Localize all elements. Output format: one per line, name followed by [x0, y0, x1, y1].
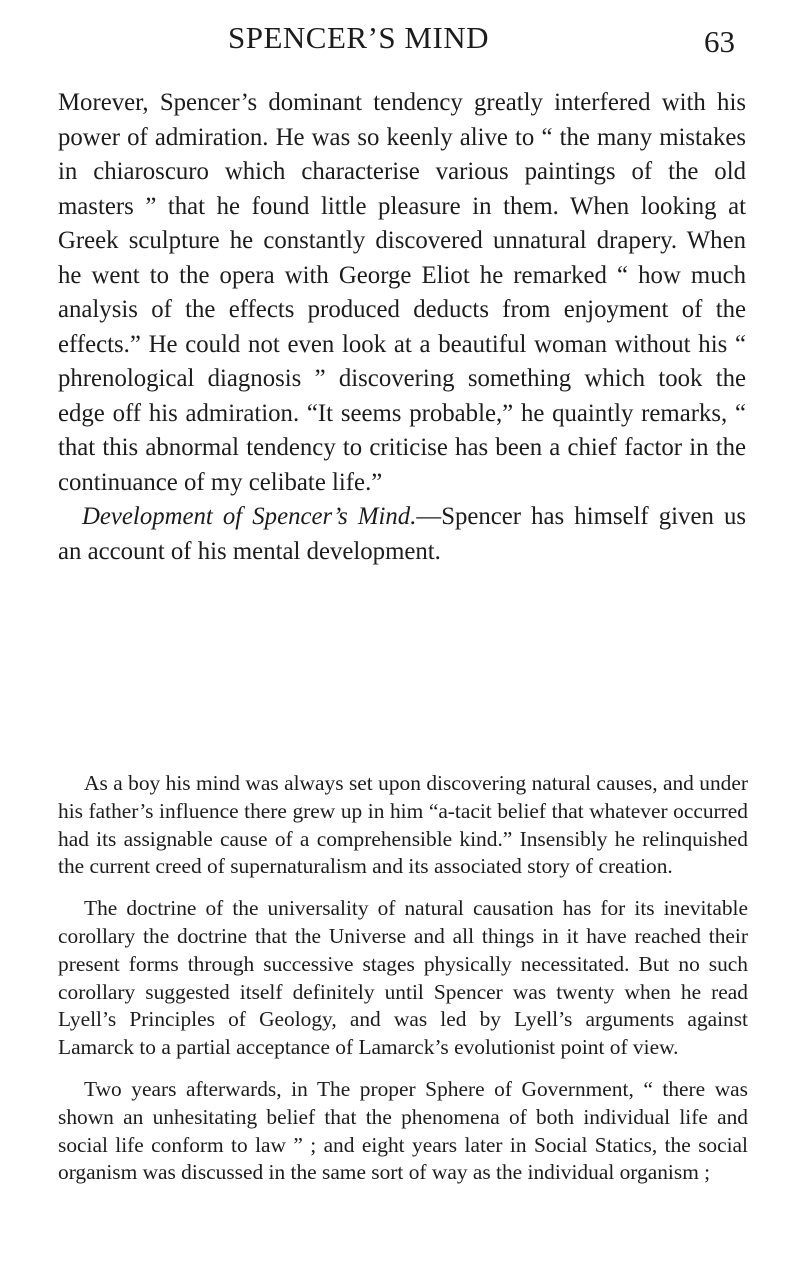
small-type-block [58, 770, 748, 1187]
body-paragraph: Morever, Spencer’s dominant tendency greatly interfered with his power of admiration. He was so keenly alive to “ the many mistakes in chiaroscuro which characterise various paintings of the old masters ” that he found little pleasure in them. When looking at Greek sculpture he constantly discovered unnatural drapery. When he went to the opera with George Eliot he remarked “ how much analysis of the effects produced deducts from enjoyment of the effects.” He could not even look at a beautiful woman without his “ phrenological diagnosis ” discovering something which took the edge off his admiration. “It seems probable,” he quaintly remarks, “ that this abnormal tendency to criticise has been a chief factor in the continuance of my celibate life.” [58, 89, 746, 496]
running-head [0, 20, 801, 64]
small-paragraph: Two years afterwards, in The proper Sphere of Government, “ there was shown an unhesitating belief that the phenomena of both individual life and social life conform to law ” ; and eight years later in Social Statics, the social organism was discussed in the same sort of way as the individual organism ; [58, 1076, 748, 1185]
small-paragraph: The doctrine of the universality of natural causation has for its inevitable corollary the doctrine that the Universe and all things in it have reached their present forms through successive stages physically necessitated. But no such corollary suggested itself definitely until Spencer was twenty when he read Lyell’s Principles of Geology, and was led by Lyell’s arguments against Lamarck to a partial acceptance of Lamarck’s evolutionist point of view. [58, 896, 748, 1060]
running-title: SPENCER’S MIND [228, 20, 490, 55]
section-paragraph [58, 500, 746, 569]
page-number: 63 [704, 24, 735, 59]
section-heading: Development of Spencer’s Mind. [82, 503, 417, 530]
section-text: —Spencer has himself given us an account of his mental development. [58, 503, 746, 565]
small-paragraph: As a boy his mind was always set upon discovering natural causes, and under his father’s influence there grew up in him “a-tacit belief that whatever occurred had its assignable cause of a comprehensible kind.” Insensibly he relinquished the current creed of supernaturalism and its associated story of creation. [58, 771, 748, 879]
main-text-block [58, 86, 746, 569]
